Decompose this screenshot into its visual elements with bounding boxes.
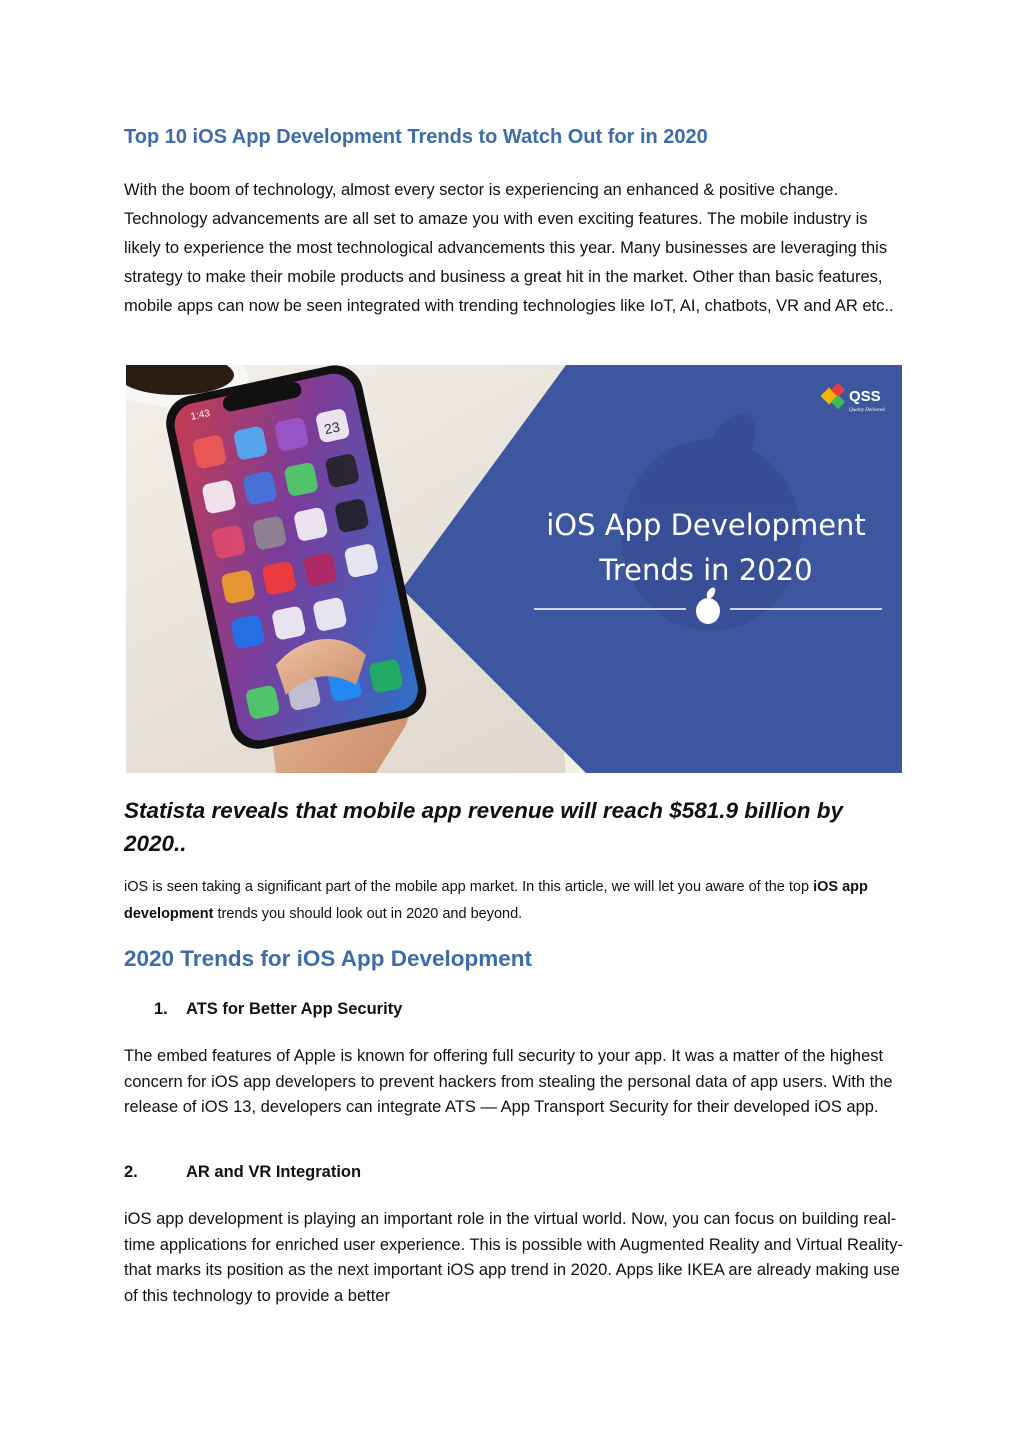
statista-quote: Statista reveals that mobile app revenue will reach $581.9 billion by 2020.. (124, 798, 844, 856)
article-title: Top 10 iOS App Development Trends to Watch Out for in 2020 (124, 126, 708, 148)
trend-2-number: 2. (124, 1163, 138, 1181)
trend-1-title: ATS for Better App Security (186, 1000, 403, 1018)
trend-1-heading (154, 1000, 402, 1019)
banner-title-line2: Trends in 2020 (599, 553, 813, 587)
trend-2-title: AR and VR Integration (186, 1163, 362, 1181)
hero-banner-image (126, 365, 902, 773)
logo-text: QSS (849, 388, 881, 405)
phone-time: 1:43 (189, 408, 212, 423)
market-paragraph-text-1: iOS is seen taking a significant part of the mobile app market. In this article, we will let you aware of the top (124, 879, 814, 895)
trend-2-body: iOS app development is playing an important role in the virtual world. Now, you can focus on building real-time applications for enriched user experience. This is possible with Augmented Reality and Virtual Reality- that marks its position as the next important iOS app trend in 2020. Apps like IKEA are already making use of this technology to provide a better (124, 1210, 903, 1305)
logo-tagline: Quality Delivered (849, 408, 885, 413)
intro-paragraph: With the boom of technology, almost every sector is experiencing an enhanced & positive change. Technology advancements are all set to amaze you with even exciting features. The mobile industry is likely to experience the most technological advancements this year. Many businesses are leveraging this strategy to make their mobile products and business a great hit in the market. Other than basic features, mobile apps can now be seen integrated with trending technologies like IoT, AI, chatbots, VR and AR etc.. (124, 181, 894, 315)
trend-1-body: The embed features of Apple is known for offering full security to your app. It was a matter of the highest concern for iOS app developers to prevent hackers from stealing the personal data of app users. With the release of iOS 13, developers can integrate ATS — App Transport Security for their developed iOS app. (124, 1047, 893, 1116)
calendar-day: 23 (322, 418, 342, 438)
section-heading: 2020 Trends for iOS App Development (124, 946, 533, 971)
market-paragraph-text-2: trends you should look out in 2020 and beyond. (213, 906, 523, 922)
trend-2-heading (124, 1163, 361, 1182)
market-paragraph-keyword: iOS app development (124, 879, 868, 922)
banner-title-line1: iOS App Development (546, 508, 866, 542)
market-paragraph (124, 874, 904, 928)
trend-1-number: 1. (154, 1000, 168, 1018)
